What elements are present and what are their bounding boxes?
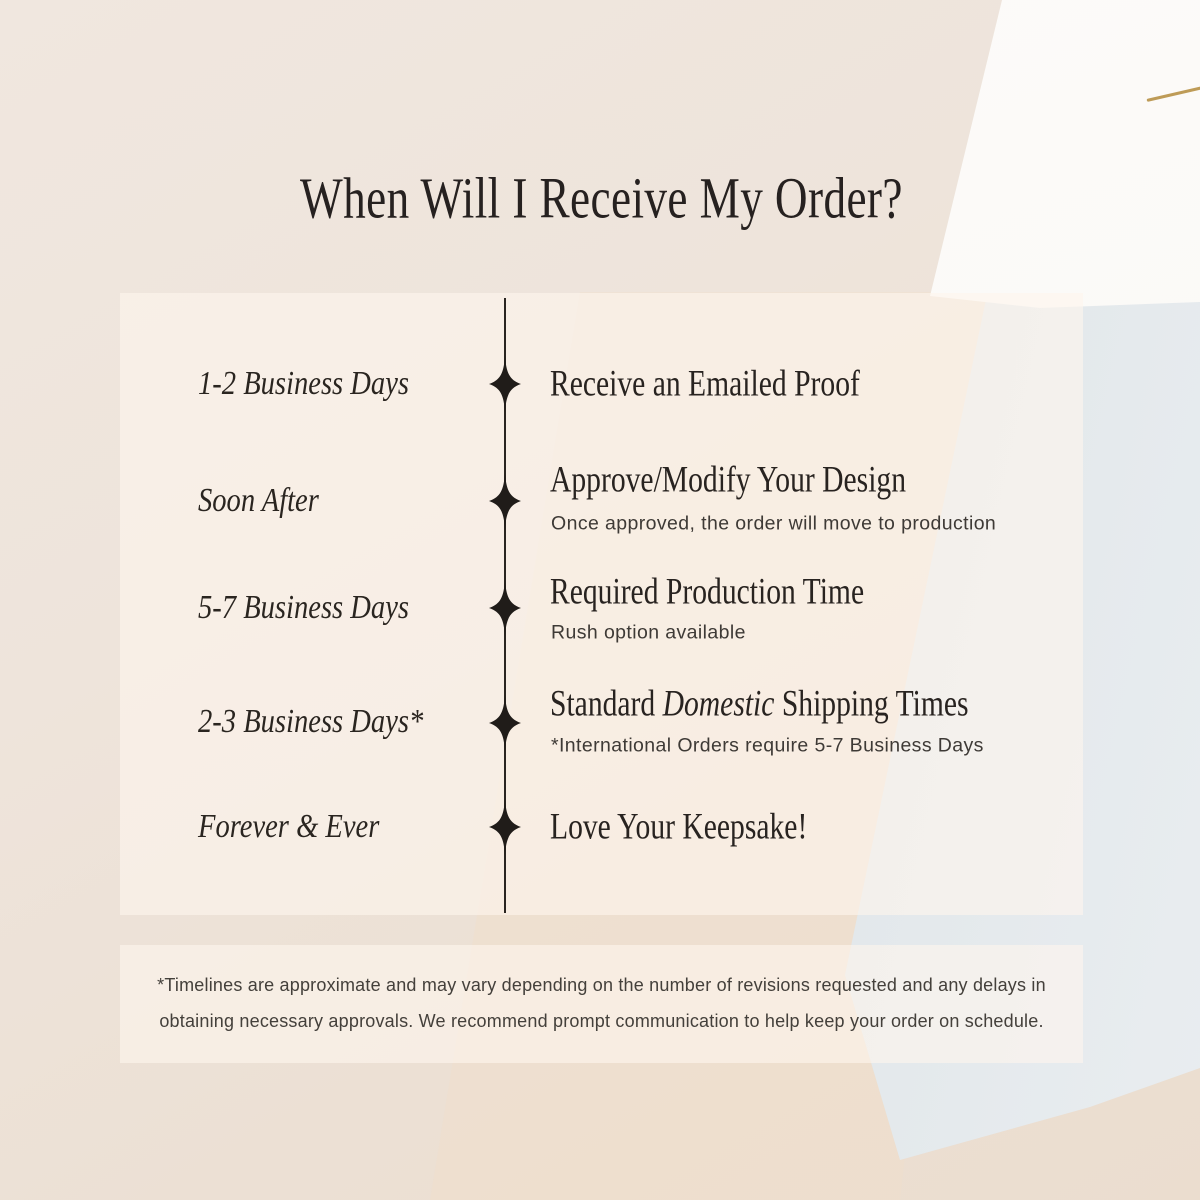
sparkle-icon (488, 355, 522, 413)
row-duration-label: Soon After (198, 482, 319, 519)
row-step-title: Standard Domestic Shipping Times (550, 683, 969, 725)
row-step-subtitle: *International Orders require 5-7 Business Days (551, 734, 984, 757)
sparkle-icon (488, 798, 522, 856)
sparkle-icon (488, 472, 522, 530)
footnote-line-1: *Timelines are approximate and may vary depending on the number of revisions requested and any delays in (157, 975, 1046, 995)
page-title (120, 165, 1083, 232)
row-step-title: Love Your Keepsake! (550, 806, 808, 848)
page-title-text: When Will I Receive My Order? (300, 165, 903, 231)
row-step-subtitle: Once approved, the order will move to production (551, 512, 997, 535)
sparkle-icon (488, 579, 522, 637)
sparkle-icon (488, 694, 522, 752)
row-step-subtitle: Rush option available (551, 621, 746, 644)
footnote (120, 968, 1083, 1039)
row-duration-label: Forever & Ever (198, 808, 380, 845)
row-step-title: Required Production Time (550, 571, 865, 613)
row-duration-label: 1-2 Business Days (198, 365, 410, 402)
footnote-line-2: obtaining necessary approvals. We recommend prompt communication to help keep your order on schedule. (159, 1010, 1044, 1031)
row-step-title: Receive an Emailed Proof (550, 363, 860, 405)
row-duration-label: 2-3 Business Days* (198, 703, 424, 740)
row-duration-label: 5-7 Business Days (198, 589, 410, 626)
row-step-title: Approve/Modify Your Design (550, 459, 907, 501)
